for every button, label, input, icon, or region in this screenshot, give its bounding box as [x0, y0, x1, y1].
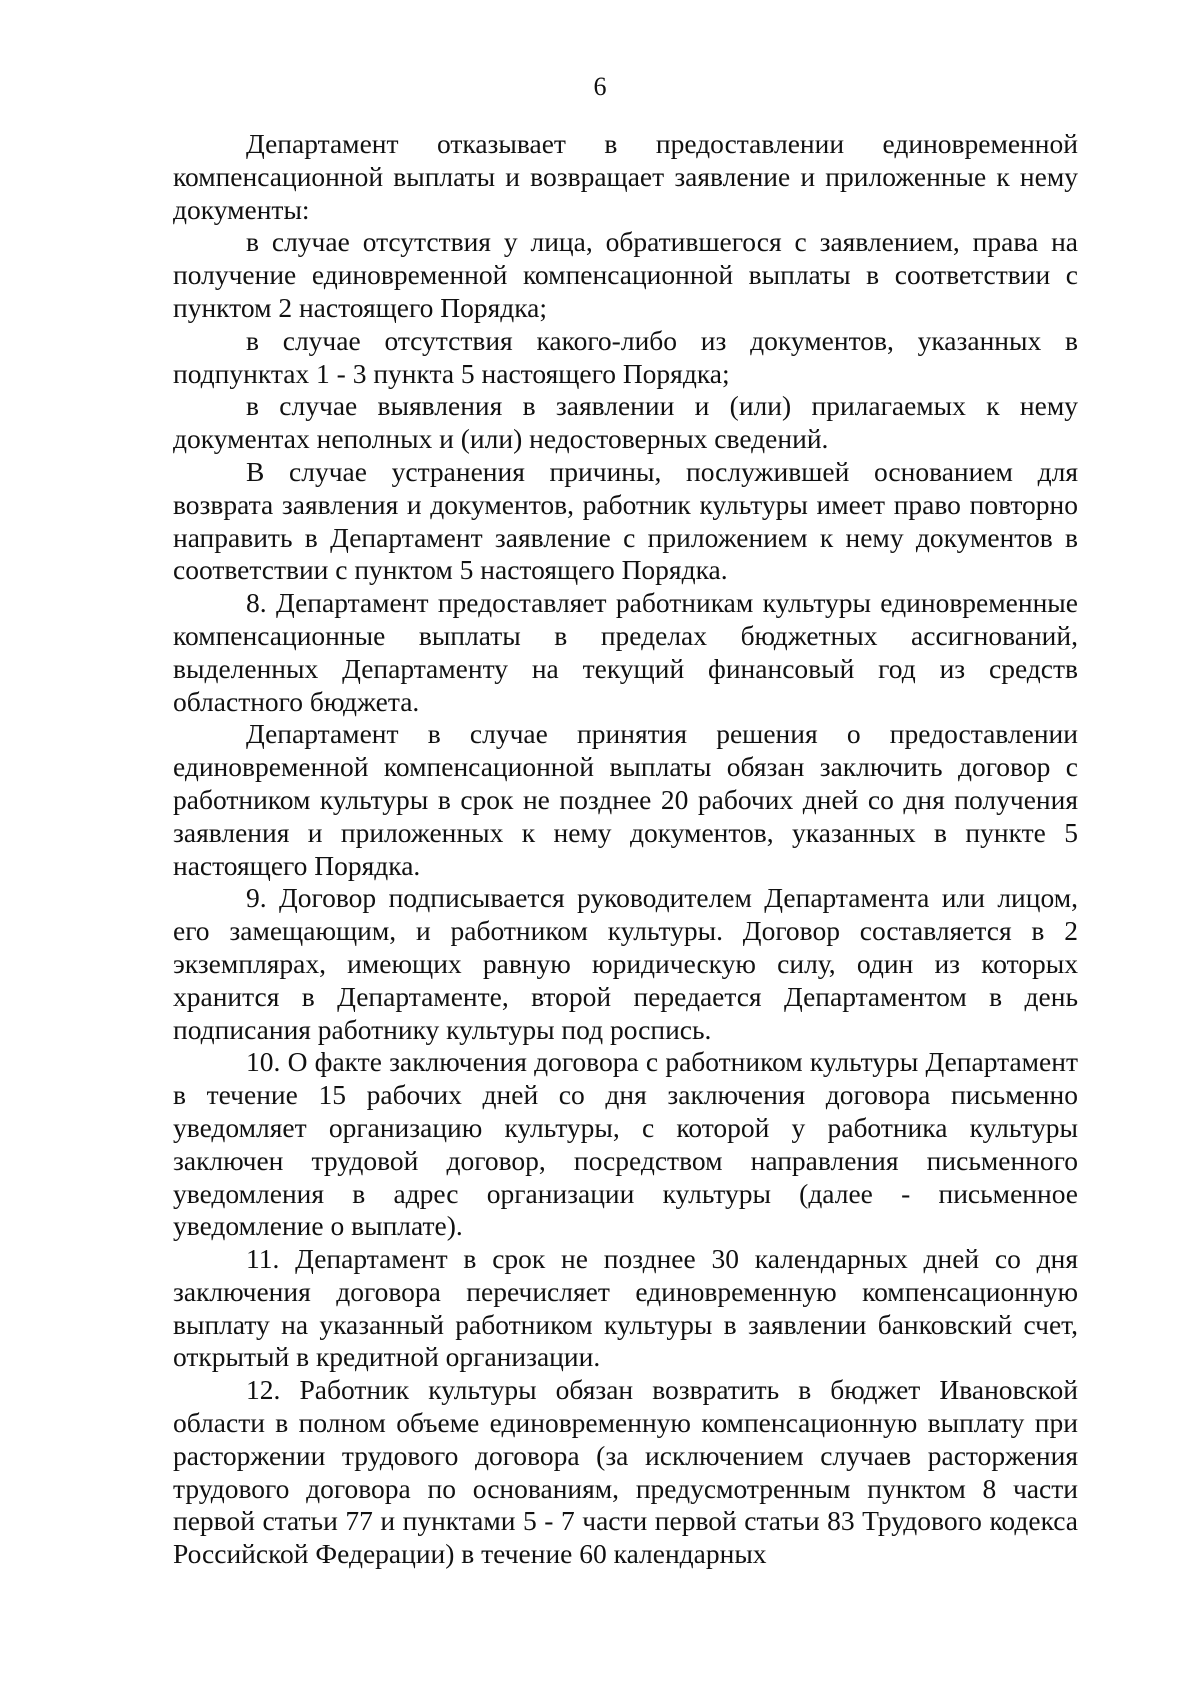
page-number: 6: [593, 72, 607, 101]
paragraph: в случае выявления в заявлении и (или) прилагаемых к нему документах неполных и (или) недостоверных сведений.: [173, 390, 1078, 455]
paragraph: В случае устранения причины, послужившей основанием для возврата заявления и документов, работник культуры имеет право повторно направить в Департамент заявление с приложением к нему документов в соответствии с пунктом 5 настоящего Порядка.: [173, 455, 1078, 586]
paragraph: 12. Работник культуры обязан возвратить в бюджет Ивановской области в полном объеме единовременную компенсационную выплату при расторжении трудового договора (за исключением случаев расторжения трудового договора по основаниям, предусмотренным пунктом 8 части первой статьи 77 и пунктами 5 - 7 части первой статьи 83 Трудового кодекса Российской Федерации) в течение 60 календарных: [173, 1374, 1078, 1570]
paragraph: 9. Договор подписывается руководителем Департамента или лицом, его замещающим, и работником культуры. Договор составляется в 2 экземплярах, имеющих равную юридическую силу, один из которых хранится в Департаменте, второй передается Департаментом в день подписания работнику культуры под роспись.: [173, 882, 1078, 1045]
paragraph: 10. О факте заключения договора с работником культуры Департамент в течение 15 рабочих дней со дня заключения договора письменно уведомляет организацию культуры, с которой у работника культуры заключен трудовой договор, посредством направления письменного уведомления в адрес организации культуры (далее - письменное уведомление о выплате).: [173, 1046, 1078, 1242]
paragraph: в случае отсутствия у лица, обратившегося с заявлением, права на получение единовременной компенсационной выплаты в соответствии с пунктом 2 настоящего Порядка;: [173, 226, 1078, 323]
paragraph: Департамент отказывает в предоставлении единовременной компенсационной выплаты и возвращает заявление и приложенные к нему документы:: [173, 128, 1078, 225]
paragraph: в случае отсутствия какого-либо из документов, указанных в подпунктах 1 - 3 пункта 5 настоящего Порядка;: [173, 324, 1078, 389]
paragraph: 11. Департамент в срок не позднее 30 календарных дней со дня заключения договора перечисляет единовременную компенсационную выплату на указанный работником культуры в заявлении банковский счет, открытый в кредитной организации.: [173, 1243, 1078, 1373]
document-body: [173, 128, 1078, 1571]
paragraph: Департамент в случае принятия решения о предоставлении единовременной компенсационной выплаты обязан заключить договор с работником культуры в срок не позднее 20 рабочих дней со дня получения заявления и приложенных к нему документов, указанных в пункте 5 настоящего Порядка.: [173, 718, 1078, 881]
paragraph: 8. Департамент предоставляет работникам культуры единовременные компенсационные выплаты в пределах бюджетных ассигнований, выделенных Департаменту на текущий финансовый год из средств областного бюджета.: [173, 587, 1078, 717]
